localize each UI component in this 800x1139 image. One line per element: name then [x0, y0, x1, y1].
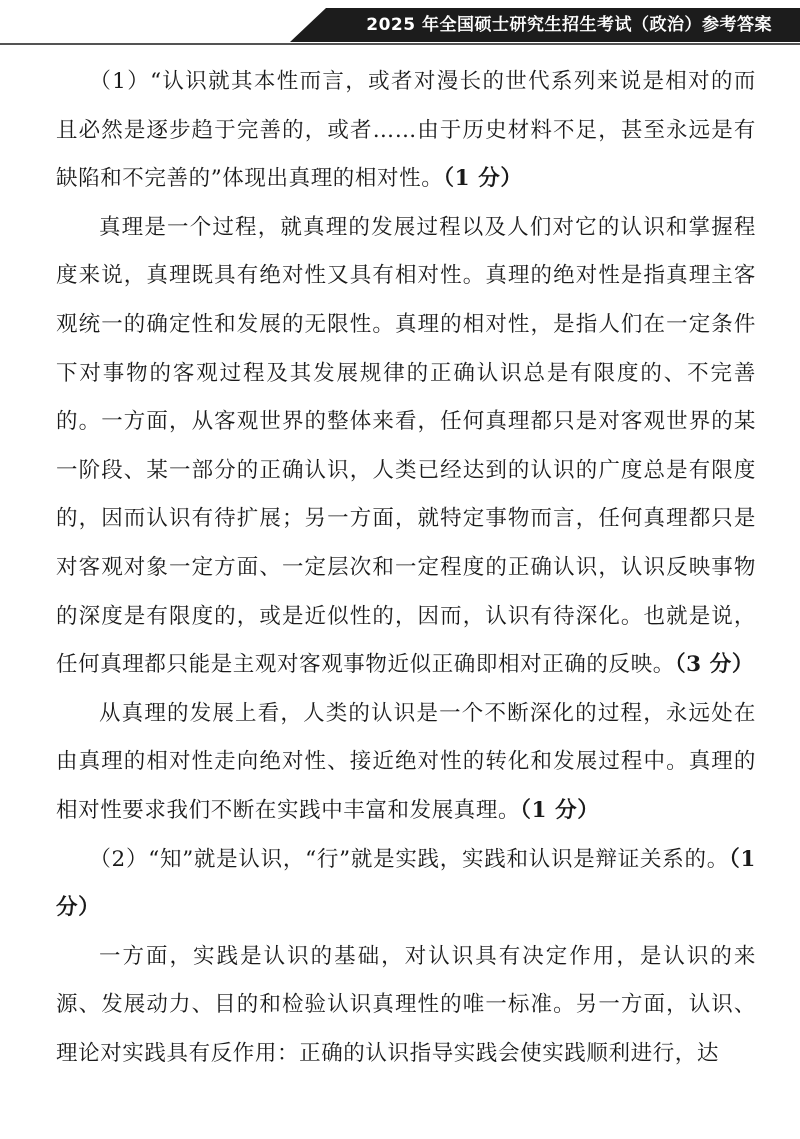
answer-paragraph-3: [56, 690, 756, 836]
answer-paragraph-1: [56, 58, 756, 204]
answer-paragraph-5: [56, 933, 756, 1079]
header-title: 2025 年全国硕士研究生招生考试（政治）参考答案: [366, 15, 772, 35]
score-label: （1 分）: [443, 166, 523, 192]
score-label: （1 分）: [520, 797, 600, 823]
paragraph-text: 真理是一个过程，就真理的发展过程以及人们对它的认识和掌握程度来说，真理既具有绝对性又具有相对性。真理的绝对性是指真理主客观统一的确定性和发展的无限性。真理的相对性，是指人们在一定条件下对事物的客观过程及其发展规律的正确认识总是有限度的、不完善的。一方面，从客观世界的整体来看，任何真理都只是对客观世界的某一阶段、某一部分的正确认识，人类已经达到的认识的广度总是有限度的，因而认识有待扩展；另一方面，就特定事物而言，任何真理都只是对客观对象一定方面、一定层次和一定程度的正确认识，认识反映事物的深度是有限度的，或是近似性的，因而，认识有待深化。也就是说，任何真理都只能是主观对客观事物近似正确即相对正确的反映。: [56, 214, 756, 678]
answer-paragraph-2: [56, 204, 756, 690]
answer-paragraph-4: [56, 836, 756, 933]
paragraph-text: （2）“知”就是认识，“行”就是实践，实践和认识是辩证关系的。: [89, 846, 729, 872]
score-label: （3 分）: [674, 652, 755, 678]
paragraph-text: （1）“认识就其本性而言，或者对漫长的世代系列来说是相对的而且必然是逐步趋于完善的，或者……由于历史材料不足，甚至永远是有缺陷和不完善的”体现出真理的相对性。: [56, 69, 756, 192]
score-label: （1 分）: [56, 846, 756, 921]
answer-body: [56, 58, 756, 1078]
paragraph-text: 一方面，实践是认识的基础，对认识具有决定作用，是认识的来源、发展动力、目的和检验认识真理性的唯一标准。另一方面，认识、理论对实践具有反作用：正确的认识指导实践会使实践顺利进行，达: [56, 943, 756, 1066]
paragraph-text: 从真理的发展上看，人类的认识是一个不断深化的过程，永远处在由真理的相对性走向绝对性、接近绝对性的转化和发展过程中。真理的相对性要求我们不断在实践中丰富和发展真理。: [56, 700, 756, 823]
header-band: [0, 0, 800, 48]
